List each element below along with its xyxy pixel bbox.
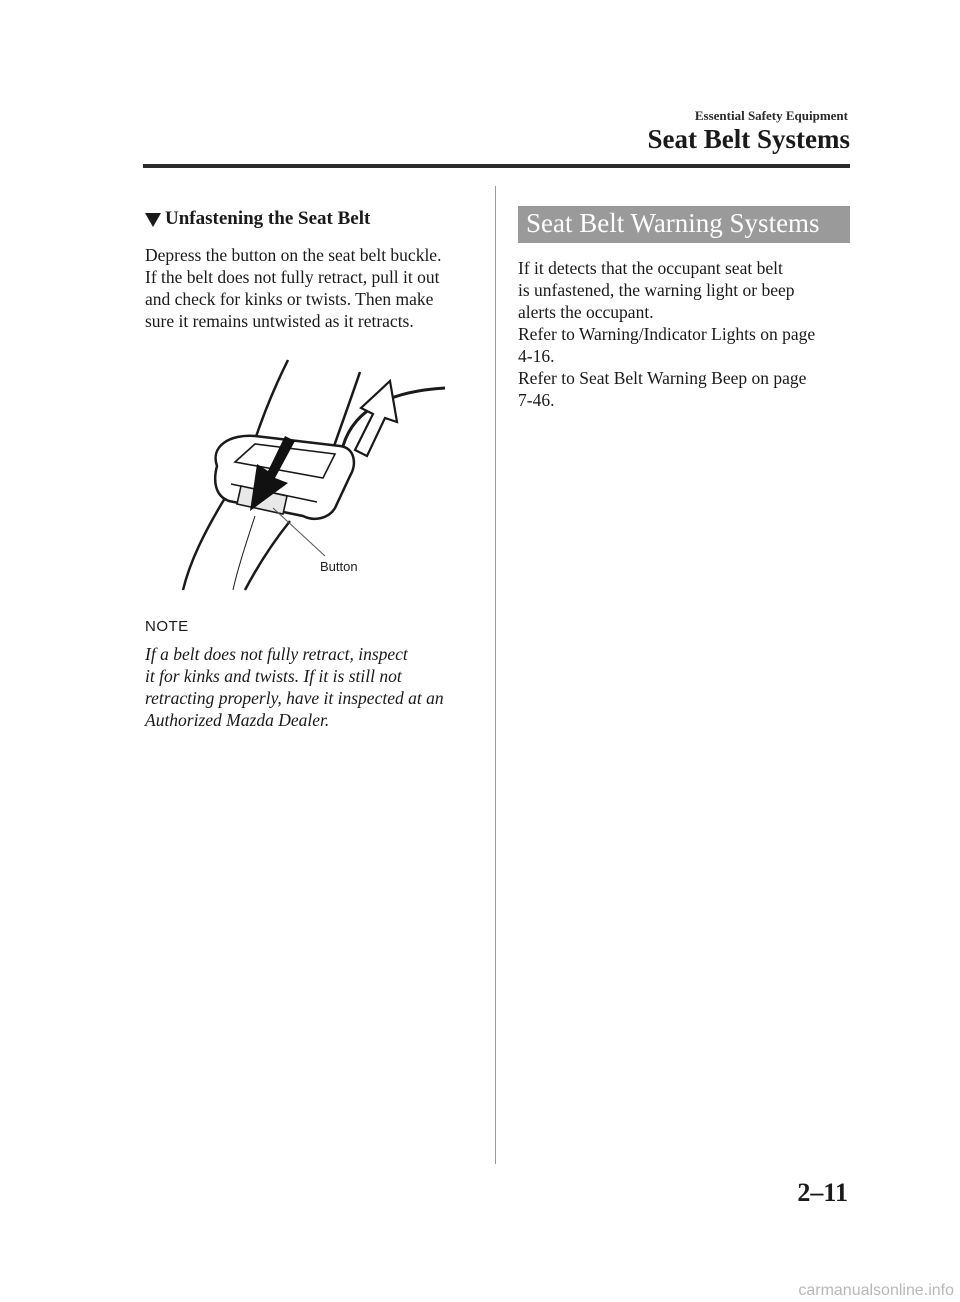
right-column bbox=[518, 206, 850, 411]
paragraph-line: 7-46. bbox=[518, 390, 555, 410]
paragraph-line: alerts the occupant. bbox=[518, 302, 654, 322]
watermark: carmanualsonline.info bbox=[798, 1282, 954, 1299]
instructions-paragraph bbox=[145, 244, 475, 332]
paragraph-line: is unfastened, the warning light or beep bbox=[518, 280, 795, 300]
note-line: Authorized Mazda Dealer. bbox=[145, 710, 330, 730]
header-title: Seat Belt Systems bbox=[647, 124, 850, 154]
paragraph-line: 4-16. bbox=[518, 346, 555, 366]
warning-systems-paragraph bbox=[518, 257, 850, 411]
left-column bbox=[145, 208, 475, 731]
button-callout-label: Button bbox=[320, 559, 358, 574]
paragraph-line: Refer to Seat Belt Warning Beep on page bbox=[518, 368, 807, 388]
column-divider bbox=[495, 186, 496, 1164]
down-triangle-icon bbox=[145, 213, 161, 227]
note-line: If a belt does not fully retract, inspect bbox=[145, 644, 408, 664]
instruction-line: sure it remains untwisted as it retracts. bbox=[145, 311, 414, 331]
note-label: NOTE bbox=[145, 618, 189, 635]
instruction-line: and check for kinks or twists. Then make bbox=[145, 289, 434, 309]
note-line: retracting properly, have it inspected at an bbox=[145, 688, 444, 708]
page-number: 2–11 bbox=[797, 1178, 848, 1207]
section-banner: Seat Belt Warning Systems bbox=[518, 206, 850, 243]
seat-belt-buckle-figure bbox=[145, 346, 475, 596]
instruction-line: Depress the button on the seat belt buckle. bbox=[145, 245, 442, 265]
section-heading bbox=[145, 208, 475, 230]
section-heading-text: Unfastening the Seat Belt bbox=[165, 208, 371, 229]
paragraph-line: Refer to Warning/Indicator Lights on page bbox=[518, 324, 816, 344]
note-text bbox=[145, 643, 475, 731]
seat-belt-buckle-illustration bbox=[145, 346, 475, 596]
header-section-label: Essential Safety Equipment bbox=[694, 108, 848, 123]
note-line: it for kinks and twists. If it is still not bbox=[145, 666, 402, 686]
header-rule bbox=[143, 164, 850, 168]
paragraph-line: If it detects that the occupant seat belt bbox=[518, 258, 783, 278]
instruction-line: If the belt does not fully retract, pull it out bbox=[145, 267, 440, 287]
